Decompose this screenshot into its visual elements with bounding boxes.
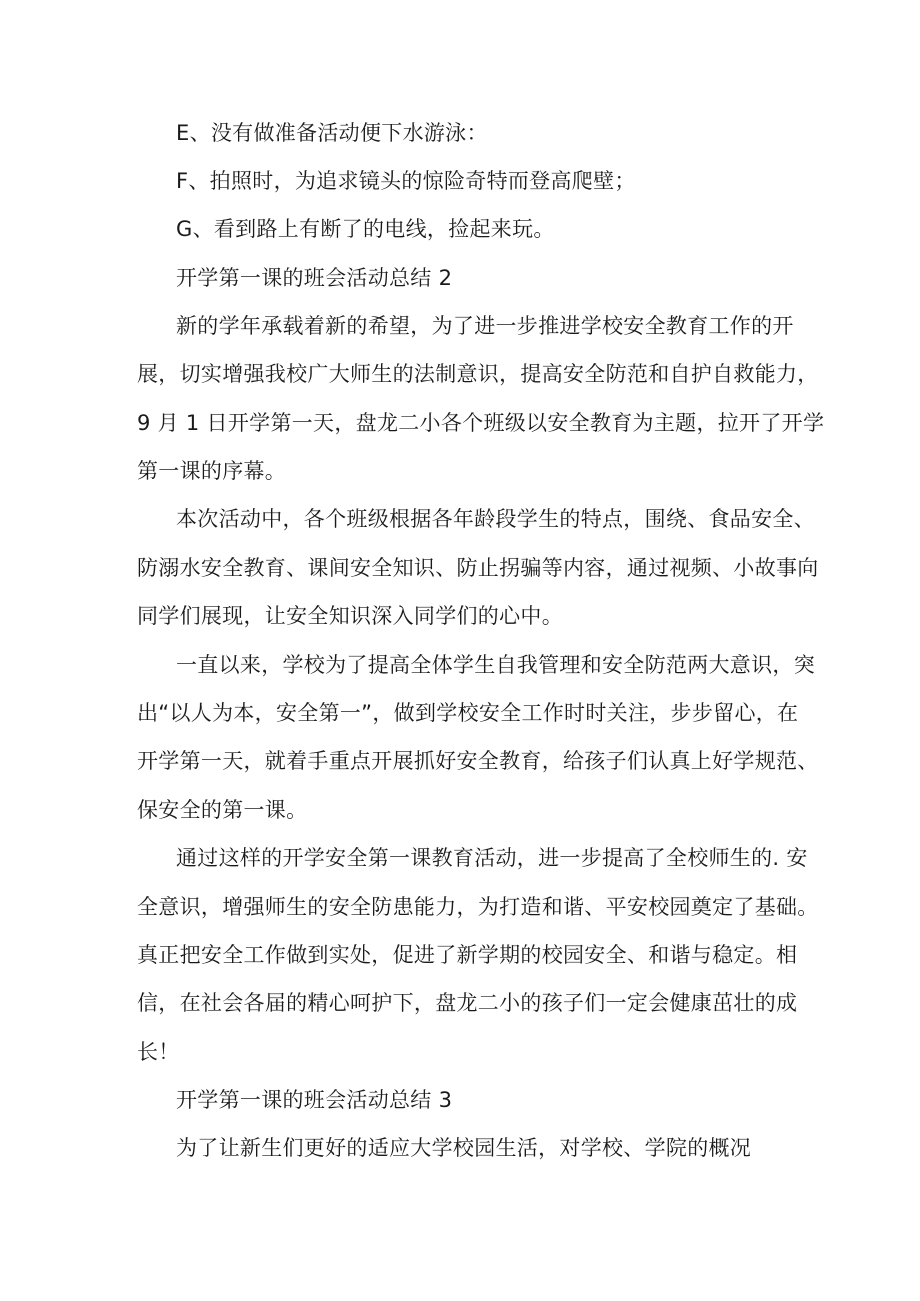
paragraph-line: 防溺水安全教育、课间安全知识、防止拐骗等内容，通过视频、小故事向	[137, 556, 819, 580]
list-item-f: F、拍照时，为追求镜头的惊险奇特而登高爬壁；	[176, 169, 636, 193]
paragraph-line: 同学们展现，让安全知识深入同学们的心中。	[137, 604, 563, 628]
paragraph-line: 信，在社会各届的精心呵护下，盘龙二小的孩子们一定会健康茁壮的成	[137, 991, 798, 1015]
paragraph-line: 开学第一天，就着手重点开展抓好安全教育，给孩子们认真上好学规范、	[137, 749, 819, 773]
paragraph-line: 通过这样的开学安全第一课教育活动，进一步提高了全校师生的. 安	[176, 846, 808, 870]
paragraph-line: 保安全的第一课。	[137, 798, 308, 822]
paragraph-line: 一直以来，学校为了提高全体学生自我管理和安全防范两大意识，突	[176, 653, 815, 677]
paragraph-line: 本次活动中，各个班级根据各年龄段学生的特点，围绕、食品安全、	[176, 507, 815, 531]
paragraph-line: 出“以人为本，安全第一”，做到学校安全工作时时关注，步步留心，在	[137, 701, 799, 725]
paragraph-line: 全意识，增强师生的安全防患能力，为打造和谐、平安校园奠定了基础。	[137, 895, 819, 919]
paragraph-line: 展，切实增强我校广大师生的法制意识，提高安全防范和自护自救能力，	[137, 362, 819, 386]
paragraph-line: 真正把安全工作做到实处，促进了新学期的校园安全、和谐与稳定。相	[137, 943, 798, 967]
paragraph-line: 第一课的序幕。	[137, 459, 287, 483]
list-item-g: G、看到路上有断了的电线，捡起来玩。	[176, 217, 555, 241]
section-heading-3: 开学第一课的班会活动总结 3	[176, 1088, 453, 1112]
section-heading-2: 开学第一课的班会活动总结 2	[176, 266, 453, 290]
paragraph-line: 9 月 1 日开学第一天，盘龙二小各个班级以安全教育为主题，拉开了开学	[137, 411, 825, 435]
paragraph-line: 为了让新生们更好的适应大学校园生活，对学校、学院的概况	[176, 1136, 752, 1160]
paragraph-line: 新的学年承载着新的希望，为了进一步推进学校安全教育工作的开	[176, 314, 794, 338]
list-item-e: E、没有做准备活动便下水游泳：	[176, 121, 488, 145]
paragraph-line: 长！	[137, 1040, 180, 1064]
